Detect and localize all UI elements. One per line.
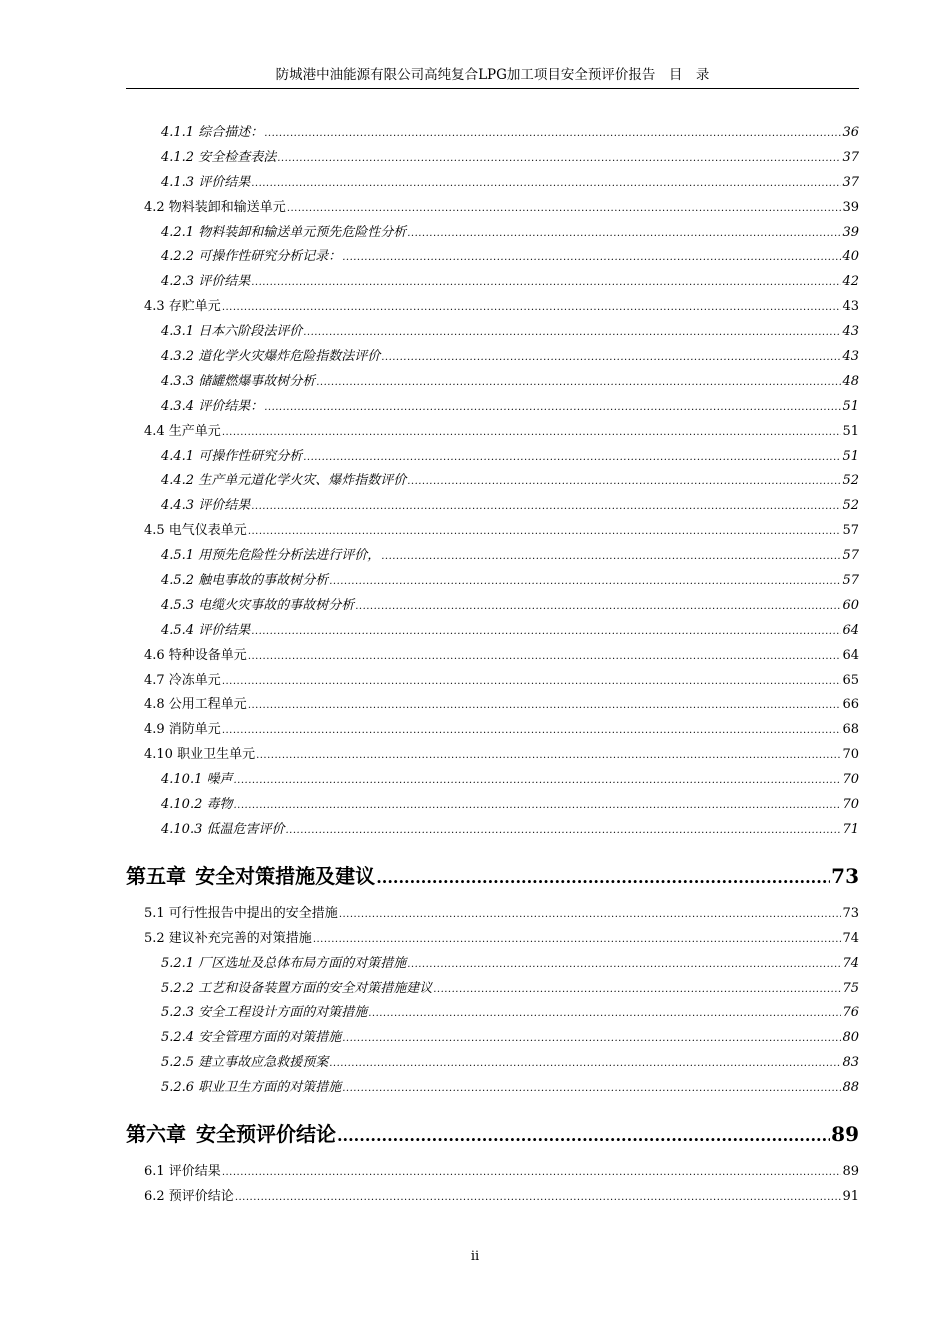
entry-page-number: 37 <box>842 149 859 165</box>
chapter-page-number: 89 <box>831 1121 859 1146</box>
entry-title: 4.3 存贮单元 <box>144 299 221 315</box>
entry-title: 5.2.2 工艺和设备装置方面的安全对策措施建议 <box>161 980 433 996</box>
entry-page-number: 64 <box>842 647 859 663</box>
entry-title: 6.2 预评价结论 <box>144 1188 234 1204</box>
entry-title: 4.10 职业卫生单元 <box>144 747 256 763</box>
dot-leader <box>303 446 841 471</box>
entry-page-number: 74 <box>842 955 859 971</box>
entry-title: 4.6 特种设备单元 <box>144 647 247 663</box>
toc-subsection-entry[interactable] <box>126 171 859 196</box>
entry-title: 4.1.3 评价结果 <box>161 174 251 190</box>
entry-title: 5.2.4 安全管理方面的对策措施 <box>161 1030 342 1046</box>
dot-leader <box>256 744 841 769</box>
dot-leader <box>222 670 842 695</box>
chapter-title: 安全对策措施及建议 <box>195 863 376 888</box>
entry-page-number: 43 <box>842 299 859 315</box>
dot-leader <box>222 1161 842 1186</box>
entry-title: 6.1 评价结果 <box>144 1163 221 1179</box>
toc-section-entry[interactable] <box>126 902 859 927</box>
dot-leader <box>329 570 841 595</box>
entry-page-number: 48 <box>842 373 859 389</box>
toc-subsection-entry[interactable] <box>126 544 859 569</box>
entry-page-number: 60 <box>842 597 859 613</box>
toc-subsection-entry[interactable] <box>126 445 859 470</box>
dot-leader <box>285 819 841 844</box>
entry-title: 5.2.1 厂区选址及总体布局方面的对策措施 <box>161 955 407 971</box>
entry-page-number: 70 <box>842 772 859 788</box>
dot-leader <box>277 147 841 172</box>
entry-page-number: 51 <box>842 398 859 414</box>
entry-page-number: 66 <box>842 697 859 713</box>
dot-leader <box>264 396 841 421</box>
entry-page-number: 80 <box>842 1030 859 1046</box>
dot-leader <box>251 620 841 645</box>
entry-page-number: 51 <box>842 423 859 439</box>
dot-leader <box>339 903 842 928</box>
entry-page-number: 57 <box>842 573 859 589</box>
toc-subsection-entry[interactable] <box>126 370 859 395</box>
entry-title: 4.4.2 生产单元道化学火灾、爆炸指数评价 <box>161 473 407 489</box>
dot-leader <box>342 1027 841 1052</box>
entry-page-number: 43 <box>842 324 859 340</box>
entry-page-number: 42 <box>842 274 859 290</box>
entry-title: 4.3.4 评价结果： <box>161 398 264 414</box>
toc-section-entry[interactable] <box>126 644 859 669</box>
toc-subsection-entry[interactable] <box>126 977 859 1002</box>
entry-title: 4.5 电气仪表单元 <box>144 523 247 539</box>
entry-page-number: 74 <box>842 930 859 946</box>
entry-page-number: 39 <box>842 199 859 215</box>
entry-title: 5.2.6 职业卫生方面的对策措施 <box>161 1080 342 1096</box>
toc-subsection-entry[interactable] <box>126 345 859 370</box>
dot-leader <box>433 978 841 1003</box>
dot-leader <box>316 371 841 396</box>
entry-title: 4.2.2 可操作性研究分析记录： <box>161 249 342 265</box>
entry-page-number: 40 <box>842 249 859 265</box>
toc-chapter-entry[interactable] <box>126 856 859 896</box>
entry-page-number: 57 <box>842 548 859 564</box>
entry-page-number: 51 <box>842 448 859 464</box>
entry-page-number: 76 <box>842 1005 859 1021</box>
entry-title: 5.1 可行性报告中提出的安全措施 <box>144 905 338 921</box>
dot-leader <box>251 271 841 296</box>
dot-leader <box>355 595 841 620</box>
toc-section-entry[interactable] <box>126 743 859 768</box>
dot-leader <box>233 794 841 819</box>
entry-page-number: 70 <box>842 797 859 813</box>
chapter-page-number: 73 <box>831 863 859 888</box>
entry-title: 4.2.3 评价结果 <box>161 274 251 290</box>
chapter-title: 安全预评价结论 <box>195 1121 336 1146</box>
dot-leader <box>313 928 842 953</box>
dot-leader <box>342 1077 841 1102</box>
entry-page-number: 36 <box>842 125 859 140</box>
running-header: 防城港中油能源有限公司高纯复合LPG加工项目安全预评价报告 目 录 <box>275 67 710 83</box>
toc-subsection-entry[interactable] <box>126 768 859 793</box>
toc-chapter-entry[interactable] <box>126 1114 859 1154</box>
entry-title: 5.2 建议补充完善的对策措施 <box>144 930 312 946</box>
dot-leader <box>235 1186 842 1211</box>
dot-leader <box>407 222 841 247</box>
entry-title: 4.2 物料装卸和输送单元 <box>144 199 286 215</box>
toc-section-entry[interactable] <box>126 420 859 445</box>
entry-page-number: 73 <box>842 905 859 921</box>
dot-leader <box>329 1052 841 1077</box>
chapter-number: 第六章 <box>126 1121 186 1146</box>
entry-title: 4.5.3 电缆火灾事故的事故树分析 <box>161 597 355 613</box>
toc-section-entry[interactable] <box>126 1185 859 1210</box>
toc-section-entry[interactable] <box>126 1160 859 1185</box>
dot-leader <box>337 1116 830 1156</box>
entry-page-number: 57 <box>842 523 859 539</box>
entry-page-number: 70 <box>842 747 859 763</box>
entry-title: 4.4 生产单元 <box>144 423 221 439</box>
toc-section-entry[interactable] <box>126 196 859 221</box>
toc-subsection-entry[interactable] <box>126 146 859 171</box>
dot-leader <box>287 197 842 222</box>
entry-page-number: 64 <box>842 622 859 638</box>
entry-title: 4.3.3 储罐燃爆事故树分析 <box>161 373 316 389</box>
entry-page-number: 83 <box>842 1055 859 1071</box>
toc-subsection-entry[interactable] <box>126 1076 859 1101</box>
dot-leader <box>222 719 842 744</box>
entry-page-number: 75 <box>842 980 859 996</box>
entry-page-number: 39 <box>842 224 859 240</box>
header-rule <box>126 88 859 89</box>
dot-leader <box>303 321 841 346</box>
toc-subsection-entry[interactable] <box>126 818 859 843</box>
toc-section-entry[interactable] <box>126 295 859 320</box>
toc-section-entry[interactable] <box>126 519 859 544</box>
dot-leader <box>376 858 830 898</box>
toc-subsection-entry[interactable] <box>126 121 859 146</box>
entry-title: 4.7 冷冻单元 <box>144 672 221 688</box>
entry-title: 4.10.3 低温危害评价 <box>161 821 285 837</box>
dot-leader <box>264 122 841 147</box>
dot-leader <box>251 172 841 197</box>
entry-page-number: 37 <box>842 174 859 190</box>
toc-section-entry[interactable] <box>126 669 859 694</box>
entry-page-number: 65 <box>842 672 859 688</box>
entry-title: 4.4.3 评价结果 <box>161 498 251 514</box>
dot-leader <box>407 470 841 495</box>
entry-page-number: 91 <box>842 1188 859 1204</box>
entry-page-number: 89 <box>842 1163 859 1179</box>
entry-page-number: 68 <box>842 722 859 738</box>
toc-subsection-entry[interactable] <box>126 221 859 246</box>
entry-title: 4.8 公用工程单元 <box>144 697 247 713</box>
entry-page-number: 52 <box>842 498 859 514</box>
entry-title: 5.2.3 安全工程设计方面的对策措施 <box>161 1005 368 1021</box>
entry-title: 4.1.1 综合描述： <box>161 125 264 140</box>
toc-subsection-entry[interactable] <box>126 395 859 420</box>
entry-page-number: 43 <box>842 349 859 365</box>
toc-subsection-entry[interactable] <box>126 494 859 519</box>
entry-title: 4.3.2 道化学火灾爆炸危险指数法评价 <box>161 349 381 365</box>
dot-leader <box>381 346 841 371</box>
toc-subsection-entry[interactable] <box>126 1051 859 1076</box>
entry-page-number: 88 <box>842 1080 859 1096</box>
toc-subsection-entry[interactable] <box>126 1001 859 1026</box>
toc-subsection-entry[interactable] <box>126 619 859 644</box>
entry-title: 4.5.1 用预先危险性分析法进行评价， <box>161 548 381 564</box>
dot-leader <box>368 1002 841 1027</box>
toc-subsection-entry[interactable] <box>126 793 859 818</box>
entry-title: 4.9 消防单元 <box>144 722 221 738</box>
entry-title: 4.1.2 安全检查表法 <box>161 149 277 165</box>
entry-title: 4.5.2 触电事故的事故树分析 <box>161 573 329 589</box>
entry-title: 5.2.5 建立事故应急救援预案 <box>161 1055 329 1071</box>
toc-subsection-entry[interactable] <box>126 320 859 345</box>
toc-subsection-entry[interactable] <box>126 245 859 270</box>
toc-subsection-entry[interactable] <box>126 469 859 494</box>
dot-leader <box>251 495 841 520</box>
toc-subsection-entry[interactable] <box>126 594 859 619</box>
dot-leader <box>233 769 841 794</box>
dot-leader <box>248 645 842 670</box>
toc-subsection-entry[interactable] <box>126 569 859 594</box>
toc-section-entry[interactable] <box>126 927 859 952</box>
entry-title: 4.10.2 毒物 <box>161 797 233 813</box>
page-number: ii <box>470 1249 480 1264</box>
dot-leader <box>222 421 842 446</box>
entry-page-number: 52 <box>842 473 859 489</box>
chapter-number: 第五章 <box>126 863 186 888</box>
entry-page-number: 71 <box>842 821 859 837</box>
entry-title: 4.4.1 可操作性研究分析 <box>161 448 303 464</box>
dot-leader <box>248 694 842 719</box>
toc-subsection-entry[interactable] <box>126 1026 859 1051</box>
dot-leader <box>407 953 841 978</box>
entry-title: 4.2.1 物料装卸和输送单元预先危险性分析 <box>161 224 407 240</box>
entry-title: 4.10.1 噪声 <box>161 772 233 788</box>
toc-subsection-entry[interactable] <box>126 270 859 295</box>
dot-leader <box>222 296 842 321</box>
toc-section-entry[interactable] <box>126 693 859 718</box>
toc-section-entry[interactable] <box>126 718 859 743</box>
dot-leader <box>248 520 842 545</box>
dot-leader <box>381 545 841 570</box>
dot-leader <box>342 246 841 271</box>
toc-subsection-entry[interactable] <box>126 952 859 977</box>
entry-title: 4.3.1 日本六阶段法评价 <box>161 324 303 340</box>
table-of-contents <box>126 121 859 1210</box>
entry-title: 4.5.4 评价结果 <box>161 622 251 638</box>
